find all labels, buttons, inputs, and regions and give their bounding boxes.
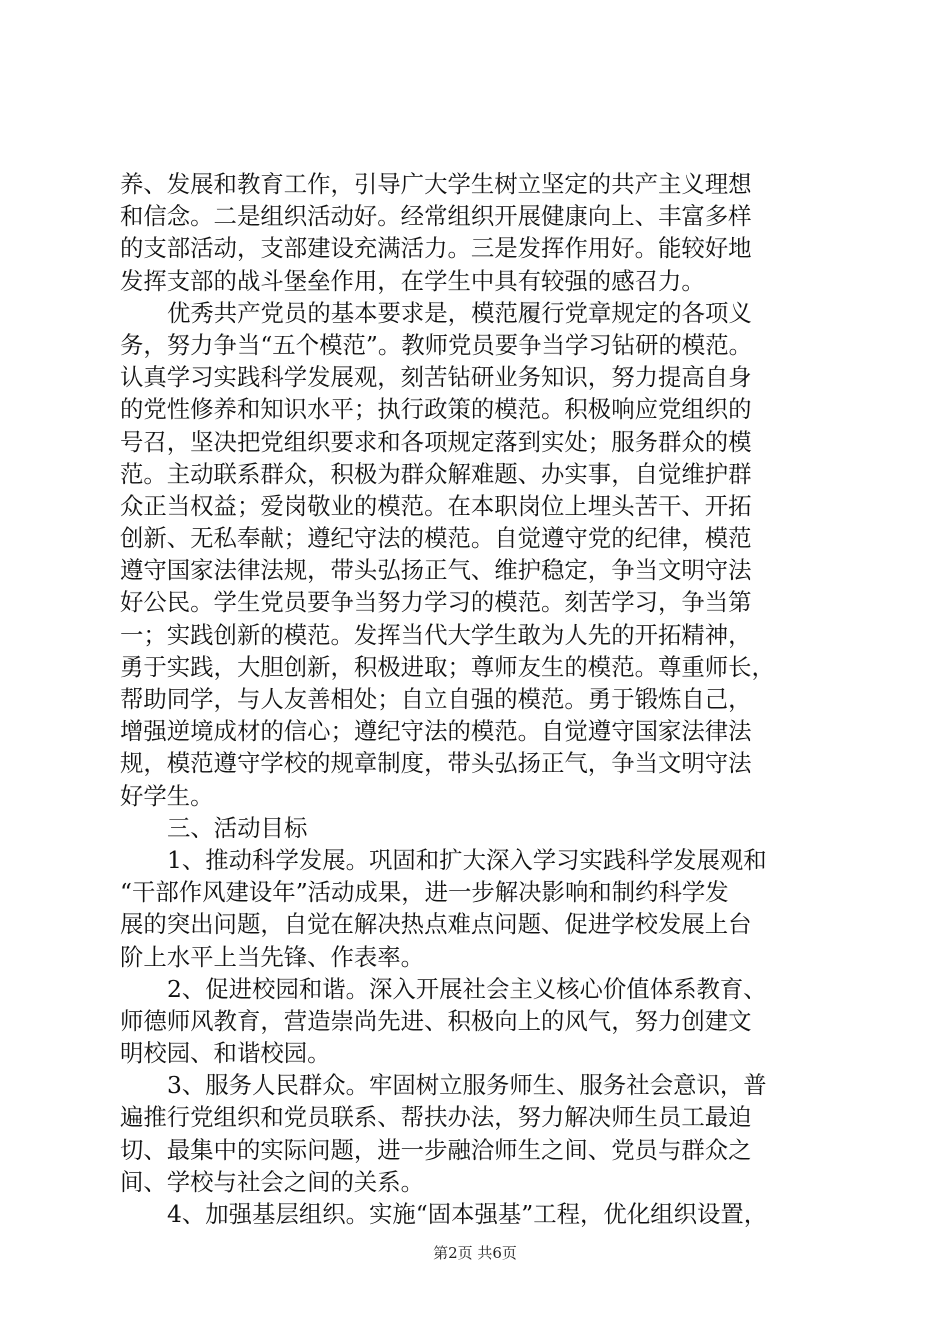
text-line: 勇于实践，大胆创新，积极进取；尊师友生的模范。尊重师长， — [120, 652, 775, 681]
text-line: 遵守国家法律法规，带头弘扬正气、维护稳定，争当文明守法 — [120, 556, 752, 585]
text-line: 规，模范遵守学校的规章制度，带头弘扬正气，争当文明守法 — [120, 749, 752, 778]
text-line: 的党性修养和知识水平；执行政策的模范。积极响应党组织的 — [120, 395, 752, 424]
text-line: 发挥支部的战斗堡垒作用，在学生中具有较强的感召力。 — [120, 266, 705, 295]
text-line: 好公民。学生党员要争当努力学习的模范。刻苦学习，争当第 — [120, 588, 752, 617]
text-line: 好学生。 — [120, 781, 214, 810]
text-line: 认真学习实践科学发展观，刻苦钻研业务知识，努力提高自身 — [120, 363, 752, 392]
text-line: 务，努力争当“五个模范”。教师党员要争当学习钻研的模范。 — [120, 330, 753, 359]
text-line: 增强逆境成材的信心；遵纪守法的模范。自觉遵守国家法律法 — [120, 717, 752, 746]
text-line: 众正当权益；爱岗敬业的模范。在本职岗位上埋头苦干、开拓 — [120, 491, 752, 520]
text-line: “干部作风建设年”活动成果，进一步解决影响和制约科学发 — [120, 878, 729, 907]
text-line: 1、推动科学发展。巩固和扩大深入学习实践科学发展观和 — [167, 845, 767, 874]
text-line: 和信念。二是组织活动好。经常组织开展健康向上、丰富多样 — [120, 202, 752, 231]
text-line: 师德师风教育，营造崇尚先进、积极向上的风气，努力创建文 — [120, 1006, 752, 1035]
text-line: 展的突出问题，自觉在解决热点难点问题、促进学校发展上台 — [120, 910, 752, 939]
text-line: 一；实践创新的模范。发挥当代大学生敢为人先的开拓精神， — [120, 620, 752, 649]
text-line: 的支部活动，支部建设充满活力。三是发挥作用好。能较好地 — [120, 234, 752, 263]
text-line: 阶上水平上当先锋、作表率。 — [120, 942, 425, 971]
page-footer: 第2页 共6页 — [433, 1244, 517, 1262]
text-line: 明校园、和谐校园。 — [120, 1039, 331, 1068]
text-line: 切、最集中的实际问题，进一步融洽师生之间、党员与群众之 — [120, 1135, 752, 1164]
text-line: 优秀共产党员的基本要求是，模范履行党章规定的各项义 — [167, 298, 752, 327]
text-line: 3、服务人民群众。牢固树立服务师生、服务社会意识，普 — [167, 1071, 767, 1100]
text-line: 帮助同学，与人友善相处；自立自强的模范。勇于锻炼自己， — [120, 685, 752, 713]
text-line: 范。主动联系群众，积极为群众解难题、办实事，自觉维护群 — [120, 459, 752, 488]
text-line: 间、学校与社会之间的关系。 — [120, 1167, 425, 1196]
text-line: 三、活动目标 — [167, 813, 308, 842]
text-line: 养、发展和教育工作，引导广大学生树立坚定的共产主义理想 — [120, 170, 752, 198]
text-line: 4、加强基层组织。实施“固本强基”工程，优化组织设置， — [167, 1200, 768, 1228]
text-line: 号召，坚决把党组织要求和各项规定落到实处；服务群众的模 — [120, 427, 752, 456]
text-line: 创新、无私奉献；遵纪守法的模范。自觉遵守党的纪律，模范 — [120, 524, 752, 553]
text-line: 遍推行党组织和党员联系、帮扶办法，努力解决师生员工最迫 — [120, 1103, 752, 1132]
document-body — [120, 168, 832, 1230]
text-line: 2、促进校园和谐。深入开展社会主义核心价值体系教育、 — [167, 974, 767, 1003]
